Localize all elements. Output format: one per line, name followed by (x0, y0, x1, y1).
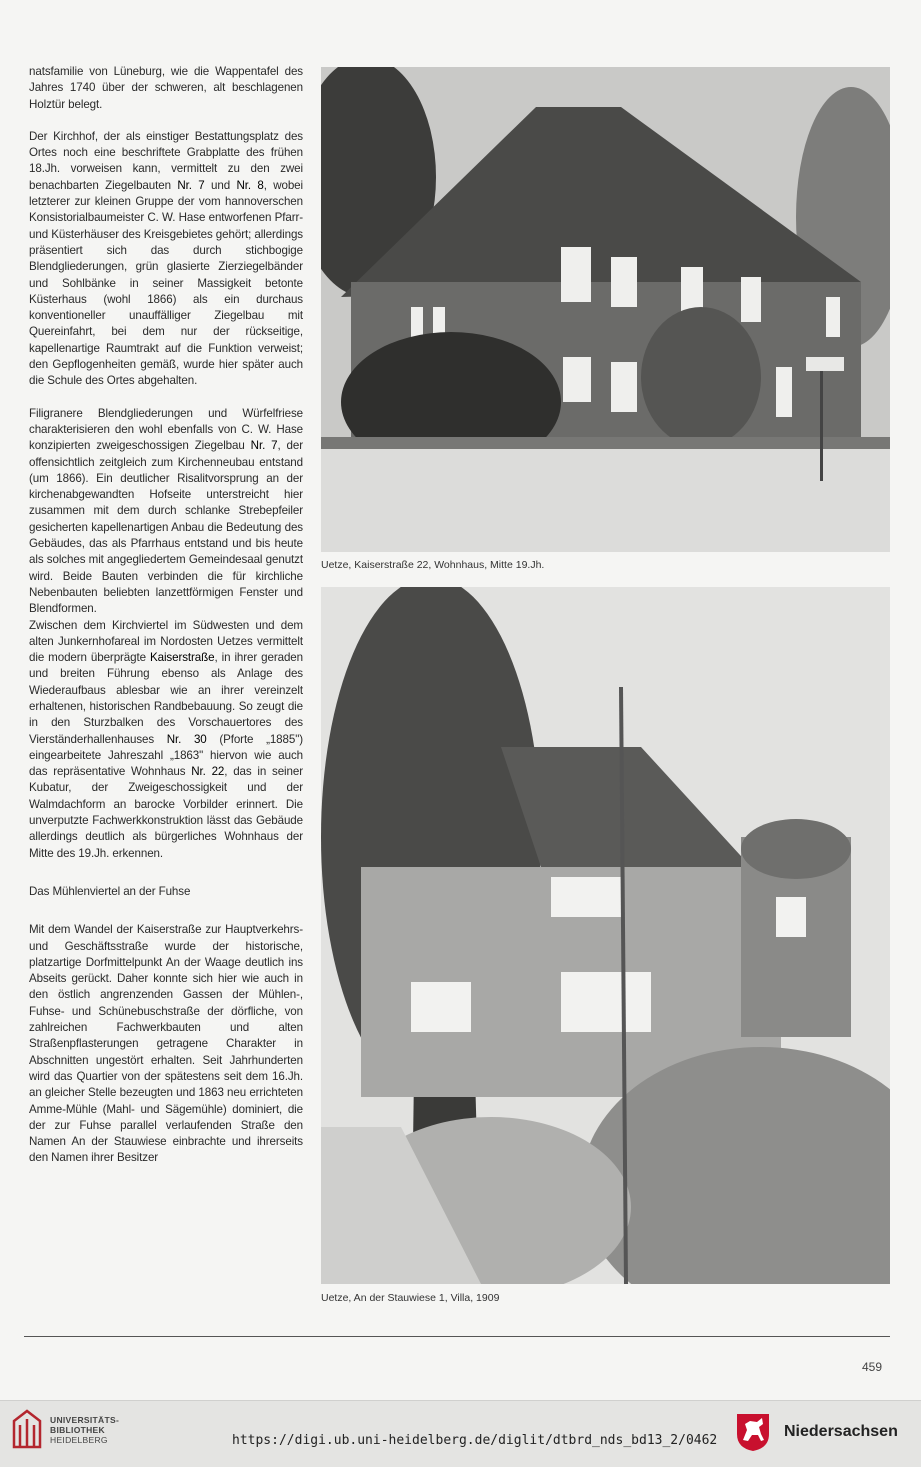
paragraph-2: Der Kirchhof, der als einstiger Bestattungsplatz des Ortes noch eine beschriftete Grabplatte des frühen 18.Jh. vorweisen kann, vermittelt zu den zwei benachbarten Ziegelbauten Nr. 7 und Nr. 8, wobei letzterer zur kleinen Gruppe der vom hannoverschen Konsistorialbaumeister C. W. Hase entworfenen Pfarr- und Küsterhäuser des Kreisgebietes gehört; allerdings präsentiert sich das durch stichbogige Blendgliederungen, grün glasierte Zierziegelbänder und Sohlbänke in seiner Massigkeit betonte Küsterhaus (wohl 1866) als ein durchaus konventioneller unauffälliger Ziegelbau mit Quereinfahrt, bei dem nur der rückseitige, kapellenartige Raumtrakt auf die Funktion verweist; den Gepflogenheiten gemäß, wurde hier später auch die Schule des Ortes abgehalten. (29, 129, 304, 388)
paragraph-3: Filigranere Blendgliederungen und Würfelfriese charakterisieren den wohl ebenfalls von C. W. Hase konzipierten zweigeschossigen Ziegelbau Nr. 7, der offensichtlich zeitgleich zum Kirchenneubau entstand (um 1866). Ein deutlicher Risalitvorsprung an der kirchenabgewandten Hofseite unterstreicht hier zusammen mit dem durch schlanke Strebepfeiler gesicherten kapellenartigen Anbau die Bedeutung des Gebäudes, das als Pfarrhaus entstand und bis heute als solches mit angegliedertem Gemeindesaal genutzt wird. Beide Bauten verbinden die für kirchliche Nebenbauten beliebten lanzettförmigen Fenster und Blendformen. (29, 406, 304, 616)
university-library-logo-icon[interactable] (10, 1409, 44, 1449)
ref-nr30: Nr. 30 (166, 732, 207, 746)
photo-villa (321, 587, 890, 1284)
library-name[interactable]: UNIVERSITÄTS- BIBLIOTHEK HEIDELBERG (50, 1415, 120, 1445)
viewer-footer (0, 1400, 921, 1467)
permalink-url[interactable]: https://digi.ub.uni-heidelberg.de/diglit/dtbrd_nds_bd13_2/0462 (232, 1433, 718, 1448)
paragraph-1: natsfamilie von Lüneburg, wie die Wappentafel des Jahres 1740 über der schweren, alt beschlagenen Holztür belegt. (29, 65, 303, 111)
ref-kaiserstrasse: Kaiserstraße (149, 651, 215, 665)
niedersachsen-horse-shield-icon[interactable] (735, 1412, 771, 1452)
ref-nr7-b: Nr. 7 (250, 439, 278, 453)
state-name[interactable]: Niedersachsen (784, 1423, 898, 1440)
section-heading: Das Mühlenviertel an der Fuhse (29, 884, 191, 898)
ref-nr22: Nr. 22 (191, 765, 225, 779)
ref-nr8: Nr. 8 (236, 178, 264, 192)
photo-half-timbered-house (321, 67, 890, 552)
caption-photo-1: Uetze, Kaiserstraße 22, Wohnhaus, Mitte 19.Jh. (321, 559, 545, 571)
caption-photo-2: Uetze, An der Stauwiese 1, Villa, 1909 (321, 1292, 500, 1304)
body-text-column (29, 64, 303, 1167)
footer-rule (24, 1336, 890, 1337)
paragraph-4: Zwischen dem Kirchviertel im Südwesten und dem alten Junkernhofareal im Nordosten Uetzes vermittelt die modern überprägte Kaiserstraße, in ihrer geraden und breiten Führung ebenso als Anlage des Wiederaufbaus ablesbar wie an ihrer vereinzelt erhaltenen, historischen Randbebauung. So zeugt die in den Sturzbalken des Vorschauertores des Vierständerhallenhauses Nr. 30 (Pforte „1885") eingearbeitete Jahreszahl „1863" hiervon wie auch das repräsentative Wohnhaus Nr. 22, das in seiner Kubatur, der Zweigeschossigkeit und der Walmdachform an barocke Vorbilder erinnert. Die unverputzte Fachwerkkonstruktion lässt das Gebäude allerdings deutlich als bürgerliches Wohnhaus der Mitte des 19.Jh. erkennen. (29, 618, 303, 860)
ref-nr7: Nr. 7 (177, 178, 205, 192)
page-number: 459 (862, 1360, 883, 1374)
paragraph-5: Mit dem Wandel der Kaiserstraße zur Hauptverkehrs- und Geschäftsstraße wurde der historische, platzartige Dorfmittelpunkt An der Waage deutlich ins Abseits gerückt. Daher konnte sich hier wie auch in den östlich angrenzenden Gassen der Mühlen-, Fuhse- und Schünebuschstraße der dörfliche, von zahlreichen Fachwerkbauten und alten Straßenpflasterungen getragene Charakter in Abschnitten ungestört erhalten. Seit Jahrhunderten wird das Quartier von der spätestens seit dem 16.Jh. an gleicher Stelle bezeugten und 1863 neu errichteten Amme-Mühle (Mahl- und Sägemühle) dominiert, die der zur Fuhse parallel verlaufenden Straße den Namen An der Stauwiese einbrachte und ihrerseits den Namen ihrer Besitzer (29, 923, 303, 1165)
